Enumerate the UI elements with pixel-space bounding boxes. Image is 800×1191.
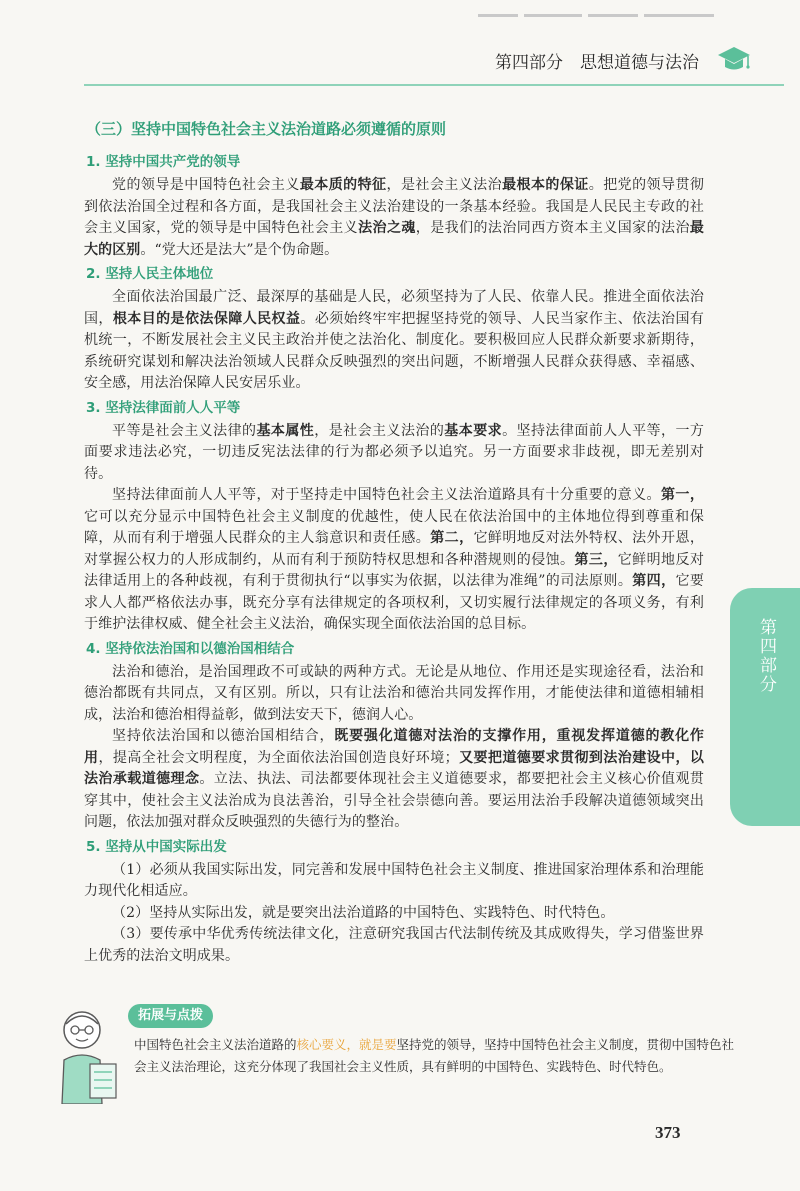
paragraph: 法治和德治，是治国理政不可或缺的两种方式。无论是从地位、作用还是实现途径看，法治和德治都既有共同点，又有区别。所以，只有让法治和德治共同发挥作用，才能使法律和道德相辅相成，法治和德治相得益彰，做到法安天下，德润人心。: [84, 663, 704, 723]
tip-box: [50, 996, 750, 1108]
list-item: （3）要传承中华优秀传统法律文化，注意研究我国古代法制传统及其成败得失，学习借鉴世界上优秀的法治文明成果。: [84, 926, 704, 964]
tip-text: 中国特色社会主义法治道路的核心要义，就是要坚持党的领导，坚持中国特色社会主义制度，贯彻中国特色社会主义法治理论，这充分体现了我国社会主义性质，具有鲜明的中国特色、实践特色、时代特色。: [134, 1037, 735, 1074]
main-content: [84, 118, 704, 967]
section-title: （三）坚持中国特色社会主义法治道路必须遵循的原则: [86, 120, 447, 138]
subsection-title: 4. 坚持依法治国和以德治国相结合: [86, 640, 295, 657]
paragraph: 坚持依法治国和以德治国相结合，既要强化道德对法治的支撑作用，重视发挥道德的教化作用，提高全社会文明程度，为全面依法治国创造良好环境；又要把道德要求贯彻到法治建设中，以法治承载道德理念。立法、执法、司法都要体现社会主义道德要求，都要把社会主义核心价值观贯穿其中，使社会主义法治成为良法善治，引导全社会崇德向善。要运用法治手段解决道德领域突出问题，依法加强对群众反映强烈的失德行为的整治。: [84, 728, 705, 830]
paragraph: 全面依法治国最广泛、最深厚的基础是人民，必须坚持为了人民、依靠人民。推进全面依法治国，根本目的是依法保障人民权益。必须始终牢牢把握坚持党的领导、人民当家作主、依法治国有机统一，不断发展社会主义民主政治并使之法治化、制度化。要积极回应人民群众新要求新期待，系统研究谋划和解决法治领域人民群众反映强烈的突出问题，不断增强人民群众获得感、幸福感、安全感，用法治保障人民安居乐业。: [84, 289, 704, 391]
top-decor-strip: [478, 14, 738, 22]
subsection-title: 2. 坚持人民主体地位: [86, 266, 214, 282]
header-divider: [84, 84, 784, 86]
list-item: （1）必须从我国实际出发，同完善和发展中国特色社会主义制度、推进国家治理体系和治理能力现代化相适应。: [84, 861, 704, 899]
header-subject-label: 思想道德与法治: [580, 53, 699, 73]
subsection-title: 1. 坚持中国共产党的领导: [86, 154, 241, 170]
subsection-title: 5. 坚持从中国实际出发: [86, 838, 227, 855]
paragraph: 党的领导是中国特色社会主义最本质的特征，是社会主义法治最根本的保证。把党的领导贯彻到依法治国全过程和各方面，是我国社会主义法治建设的一条基本经验。我国是人民民主专政的社会主义国家，党的领导是中国特色社会主义法治之魂，是我们的法治同西方资本主义国家的法治最大的区别。“党大还是法大”是个伪命题。: [84, 177, 704, 258]
teacher-illustration: [50, 1004, 126, 1104]
side-tab[interactable]: [730, 588, 800, 826]
paragraph: 坚持法律面前人人平等，对于坚持走中国特色社会主义法治道路具有十分重要的意义。第一，它可以充分显示中国特色社会主义制度的优越性，使人民在依法治国中的主体地位得到尊重和保障，从而有利于增强人民群众的主人翁意识和责任感。第二，它鲜明地反对法外特权、法外开恩，对掌握公权力的人形成制约，从而有利于预防特权思想和各种潜规则的侵蚀。第三，它鲜明地反对法律适用上的各种歧视，有利于贯彻执行“以事实为依据，以法律为准绳”的司法原则。第四，它要求人人都严格依法办事，既充分享有法律规定的各项权利，又切实履行法律规定的各项义务，有利于维护法律权威、健全社会主义法治，确保实现全面依法治国的总目标。: [84, 487, 704, 632]
list-item: （2）坚持从实际出发，就是要突出法治道路的中国特色、实践特色、时代特色。: [112, 904, 615, 921]
side-tab-label: 第四部分: [756, 618, 776, 694]
paragraph: 平等是社会主义法律的基本属性，是社会主义法治的基本要求。坚持法律面前人人平等，一方面要求违法必究，一切违反宪法法律的行为都必须予以追究。另一方面要求非歧视，即无差别对待。: [84, 422, 705, 482]
header-part-label: 第四部分: [495, 53, 563, 73]
page-number: 373: [655, 1123, 681, 1142]
tip-label: 拓展与点拨: [128, 1004, 213, 1028]
page-header: [495, 44, 785, 78]
subsection-title: 3. 坚持法律面前人人平等: [86, 399, 241, 416]
graduation-cap-icon: [717, 44, 751, 74]
